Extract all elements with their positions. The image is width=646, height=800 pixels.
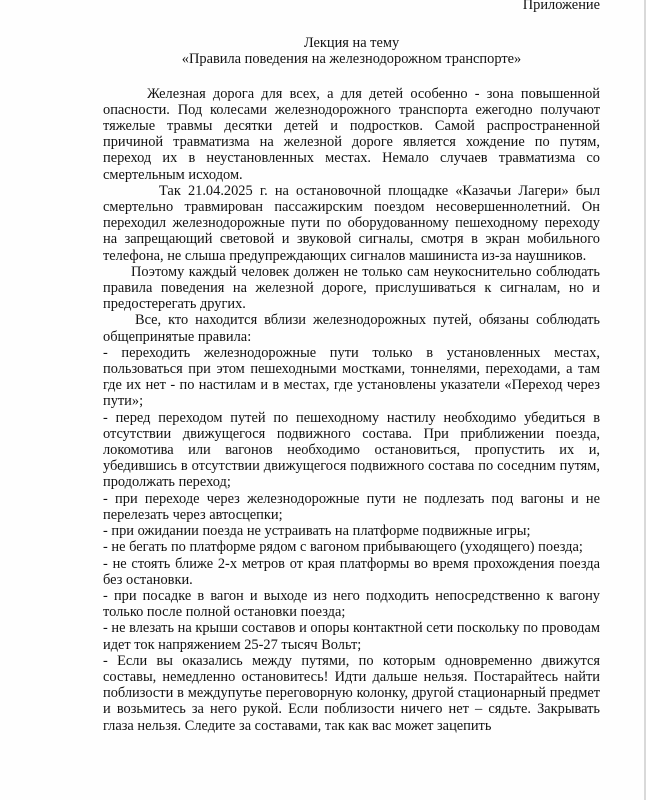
- rule-item: - при переходе через железнодорожные пути не подлезать под вагоны и не перелезать через автосцепки;: [103, 490, 600, 523]
- rule-item: - Если вы оказались между путями, по которым одновременно движутся составы, немедленно остановитесь! Идти дальше нельзя. Постарайтесь найти поблизости в междупутье переговорную колонку, другой стационарный предмет и возьмитесь за него рукой. Если поблизости ничего нет – сядьте. Закрывать глаза нельзя. Следите за составами, так как вас может зацепить: [103, 652, 600, 734]
- lecture-subtitle: «Правила поведения на железнодорожном транспорте»: [181, 51, 522, 68]
- lecture-title: Лекция на тему: [303, 35, 400, 52]
- rule-item: - не стоять ближе 2-х метров от края платформы во время прохождения поезда без остановки.: [103, 555, 600, 588]
- paragraph-rules-intro: Все, кто находится вблизи железнодорожных путей, обязаны соблюдать общепринятые правила:: [103, 312, 600, 345]
- rule-item: - перед переходом путей по пешеходному настилу необходимо убедиться в отсутствии движущегося подвижного состава. При приближении поезда, локомотива или вагонов необходимо остановиться, пропустить их и, убедившись в отсутствии движущегося подвижного состава по соседним путям, продолжать переход;: [103, 409, 600, 491]
- rule-item: - не влезать на крыши составов и опоры контактной сети поскольку по проводам идет ток напряжением 25-27 тысяч Вольт;: [103, 620, 600, 653]
- rule-item: - не бегать по платформе рядом с вагоном прибывающего (уходящего) поезда;: [103, 539, 583, 556]
- paragraph-intro: Железная дорога для всех, а для детей особенно - зона повышенной опасности. Под колесами железнодорожного транспорта ежегодно получают тяжелые травмы десятки детей и подростков. Самой распространенной причиной травматизма на железной дороге является хождение по путям, переход их в неустановленных местах. Немало случаев травматизма со смертельным исходом.: [103, 85, 600, 183]
- paragraph-incident: Так 21.04.2025 г. на остановочной площадке «Казачьи Лагери» был смертельно травмирован пассажирским поездом несовершеннолетний. Он переходил железнодорожные пути по оборудованному пешеходному переходу на запрещающий световой и звуковой сигналы, смотря в экран мобильного телефона, не слыша предупреждающих сигналов машиниста из-за наушников.: [103, 182, 600, 264]
- rule-item: - при посадке в вагон и выходе из него подходить непосредственно к вагону только после полной остановки поезда;: [103, 587, 600, 621]
- paragraph-responsibility: Поэтому каждый человек должен не только сам неукоснительно соблюдать правила поведения на железной дороге, прислушиваться к сигналам, но и предостерегать других.: [103, 263, 600, 313]
- rule-item: - переходить железнодорожные пути только в установленных местах, пользоваться при этом пешеходными мостками, тоннелями, переходами, а там где их нет - по настилам и в местах, где установлены указатели «Переход через пути»;: [103, 344, 600, 410]
- rule-item: - при ожидании поезда не устраивать на платформе подвижные игры;: [103, 523, 531, 540]
- appendix-label: Приложение: [522, 0, 600, 13]
- document-body: [103, 0, 600, 734]
